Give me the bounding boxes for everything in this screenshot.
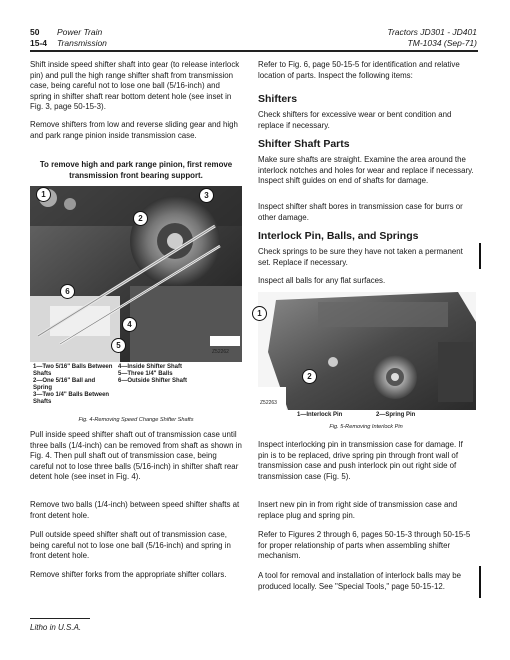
fig5-callout-1: 1 <box>252 306 267 321</box>
change-bar-2 <box>479 566 481 598</box>
fig5-legend-1: 1—Interlock Pin <box>297 412 343 418</box>
subsection-number: 15-4 <box>30 38 48 48</box>
section-title: Power Train <box>57 27 103 37</box>
left-paragraph-6: Pull outside speed shifter shaft out of transmission case, being careful not to lose one ball (5/16-inch) and spring in front detent hole. <box>30 530 231 561</box>
header-rule <box>30 50 478 52</box>
fig4-caption: Fig. 4-Removing Speed Change Shifter Shafts <box>78 417 194 423</box>
page-number: 50 <box>30 27 40 37</box>
fig4-legend-2: 2—One 5/16" Ball and Spring <box>33 378 96 391</box>
right-paragraph-5: Check springs to be sure they have not taken a permanent set. Replace if necessary. <box>258 247 463 267</box>
fig4-callout-2: 2 <box>133 211 148 226</box>
fig4-legend-1: 1—Two 5/16" Balls Between Shafts <box>33 364 113 377</box>
right-paragraph-4: Inspect shifter shaft bores in transmission case for burrs or other damage. <box>258 202 463 222</box>
left-paragraph-4: Pull inside speed shifter shaft out of transmission case until three balls (1/4-inch) can be removed from shaft as shown in Fig. 4. Then pull shaft out of transmission case, being careful not to lose three balls (5/16-inch) in shifter shaft rear detent hole (see inset in Fig. 4). <box>30 430 242 482</box>
fig4-photo-code: Z52262 <box>212 349 229 355</box>
fig4-legend-4: 4—Inside Shifter Shaft <box>118 364 183 370</box>
heading-interlock: Interlock Pin, Balls, and Springs <box>258 230 419 242</box>
heading-shifter-shaft-parts: Shifter Shaft Parts <box>258 138 350 150</box>
figure-5-illustration <box>258 292 476 410</box>
right-paragraph-7: Inspect interlocking pin in transmission case for damage. If pin is to be replaced, drive spring pin through front wall of transmission case and push interlock pin out right side of transmission case (Fig. 5). <box>258 440 463 481</box>
subsection-title: Transmission <box>57 38 107 48</box>
left-paragraph-7: Remove shifter forks from the appropriate shifter collars. <box>30 570 227 579</box>
fig5-caption: Fig. 5-Removing Interlock Pin <box>329 424 403 430</box>
right-paragraph-2: Check shifters for excessive wear or bent condition and replace if necessary. <box>258 110 452 130</box>
left-paragraph-1: Shift inside speed shifter shaft into gear (to release interlock pin) and pull the high range shifter shaft from transmission case, being careful not to lose one ball (5/16-inch) and spring in shifter shaft rear bottom detent hole (see inset in Fig. 3, page 50-15-3). <box>30 60 240 112</box>
fig5-photo-code: Z52263 <box>260 400 277 406</box>
left-paragraph-3: To remove high and park range pinion, first remove transmission front bearing support. <box>39 160 233 180</box>
fig4-legend-col2 <box>118 364 218 385</box>
left-paragraph-2: Remove shifters from low and reverse sliding gear and high and park range pinion inside transmission case. <box>30 120 238 140</box>
fig5-callout-2: 2 <box>302 369 317 384</box>
right-paragraph-10: A tool for removal and installation of interlock balls may be produced locally. See "Special Tools," page 50-15-12. <box>258 571 462 591</box>
fig4-legend-6: 6—Outside Shifter Shaft <box>118 378 188 384</box>
fig4-callout-4: 4 <box>122 317 137 332</box>
fig4-callout-5: 5 <box>111 338 126 353</box>
right-paragraph-1: Refer to Fig. 6, page 50-15-5 for identification and relative location of parts. Inspect the following items: <box>258 60 460 80</box>
fig4-legend-5: 5—Three 1/4" Balls <box>118 371 173 377</box>
right-paragraph-3: Make sure shafts are straight. Examine the area around the interlock notches and holes for wear and replace if necessary. Inspect shift guides on end of shafts for damage. <box>258 155 474 186</box>
heading-shifters: Shifters <box>258 93 298 105</box>
fig5-legend-2: 2—Spring Pin <box>376 412 416 418</box>
fig4-legend-col1 <box>33 364 113 406</box>
footer-rule <box>30 618 90 619</box>
fig4-callout-3: 3 <box>199 188 214 203</box>
figure-4-photo <box>30 186 242 362</box>
left-paragraph-5: Remove two balls (1/4-inch) between speed shifter shafts at front detent hole. <box>30 500 240 520</box>
fig4-callout-6: 6 <box>60 284 75 299</box>
footer-litho: Litho in U.S.A. <box>30 623 82 632</box>
product-title: Tractors JD301 - JD401 <box>387 27 477 37</box>
fig4-legend-3: 3—Two 1/4" Balls Between Shafts <box>33 392 110 405</box>
fig4-callout-1: 1 <box>36 187 51 202</box>
right-paragraph-6: Inspect all balls for any flat surfaces. <box>258 276 386 285</box>
right-paragraph-9: Refer to Figures 2 through 6, pages 50-15-3 through 50-15-5 for proper relationship of parts when assembling shifter mechanism. <box>258 530 471 561</box>
right-paragraph-8: Insert new pin in from right side of transmission case and replace plug and spring pin. <box>258 500 458 520</box>
figure-5-photo <box>258 292 476 410</box>
manual-code: TM-1034 (Sep-71) <box>407 38 477 48</box>
change-bar-1 <box>479 243 481 269</box>
